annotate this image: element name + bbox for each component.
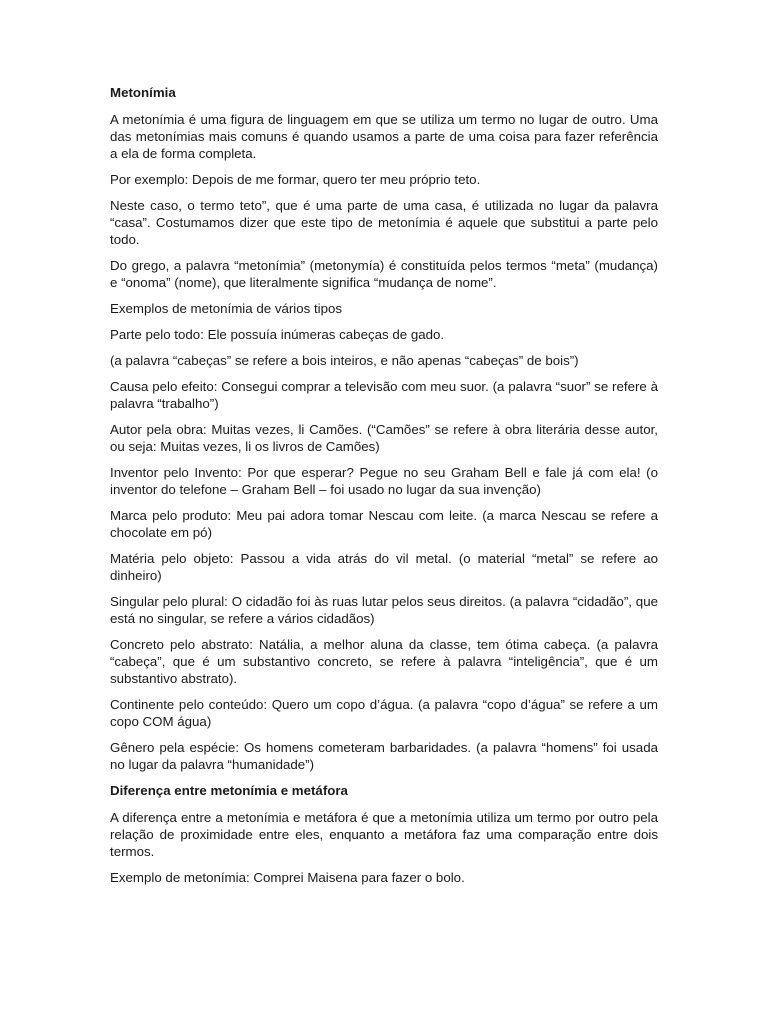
paragraph-difference: A diferença entre a metonímia e metáfora é que a metonímia utiliza um termo por outro pela relação de proximidade entre eles, enquanto a metáfora faz uma comparação entre dois termos. [110,810,658,859]
paragraph-autor-pela-obra: Autor pela obra: Muitas vezes, li Camões. (“Camões” se refere à obra literária desse autor, ou seja: Muitas vezes, li os livros de Camões) [110,422,658,454]
paragraph-parte-pelo-todo: Parte pelo todo: Ele possuía inúmeras cabeças de gado. [110,327,445,342]
paragraph-singular-pelo-plural: Singular pelo plural: O cidadão foi às ruas lutar pelos seus direitos. (a palavra “cidadão”, que está no singular, se refere a vários cidadãos) [110,594,658,626]
paragraph-concreto-pelo-abstrato: Concreto pelo abstrato: Natália, a melhor aluna da classe, tem ótima cabeça. (a palavra “cabeça”, que é um substantivo concreto, se refere à palavra “inteligência”, que é um substantivo abstrato). [110,637,658,686]
paragraph-final-example: Exemplo de metonímia: Comprei Maisena para fazer o bolo. [110,870,465,885]
paragraph-etymology: Do grego, a palavra “metonímia” (metonymía) é constituída pelos termos “meta” (mudança) e “onoma” (nome), que literalmente significa “mudança de nome”. [110,258,658,290]
paragraph-parte-pelo-todo-note: (a palavra “cabeças” se refere a bois inteiros, e não apenas “cabeças” de bois”) [110,353,579,368]
section-title-diferenca: Diferença entre metonímia e metáfora [110,783,348,798]
paragraph-example: Por exemplo: Depois de me formar, quero ter meu próprio teto. [110,172,481,187]
paragraph-examples-intro: Exemplos de metonímia de vários tipos [110,301,343,316]
paragraph-continente-pelo-conteudo: Continente pelo conteúdo: Quero um copo d’água. (a palavra “copo d’água” se refere a um copo COM água) [110,697,658,729]
section-title-metonimia: Metonímia [110,85,176,100]
paragraph-explanation: Neste caso, o termo teto”, que é uma parte de uma casa, é utilizada no lugar da palavra “casa”. Costumamos dizer que este tipo de metonímia é aquele que substitui a parte pelo todo. [110,198,658,247]
paragraph-marca-pelo-produto: Marca pelo produto: Meu pai adora tomar Nescau com leite. (a marca Nescau se refere a chocolate em pó) [110,508,658,540]
paragraph-inventor-pelo-invento: Inventor pelo Invento: Por que esperar? Pegue no seu Graham Bell e fale já com ela! (o inventor do telefone – Graham Bell – foi usado no lugar da sua invenção) [110,465,658,497]
paragraph-definition: A metonímia é uma figura de linguagem em que se utiliza um termo no lugar de outro. Uma das metonímias mais comuns é quando usamos a parte de uma coisa para fazer referência a ela de forma completa. [110,112,658,161]
paragraph-causa-pelo-efeito: Causa pelo efeito: Consegui comprar a televisão com meu suor. (a palavra “suor” se refere à palavra “trabalho”) [110,379,658,411]
paragraph-materia-pelo-objeto: Matéria pelo objeto: Passou a vida atrás do vil metal. (o material “metal” se refere ao dinheiro) [110,551,658,583]
document-page [110,80,658,895]
paragraph-genero-pela-especie: Gênero pela espécie: Os homens cometeram barbaridades. (a palavra “homens” foi usada no lugar da palavra “humanidade”) [110,740,658,772]
